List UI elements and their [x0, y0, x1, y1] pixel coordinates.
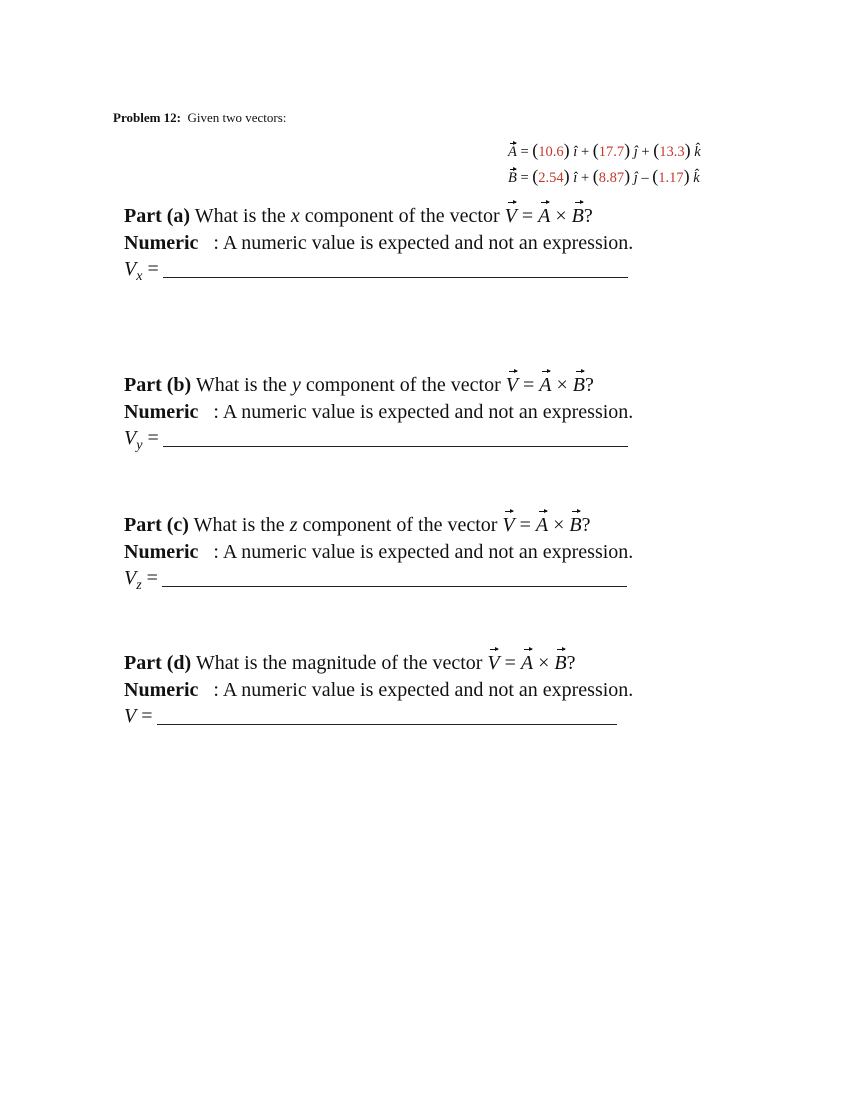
answer-subscript: y [136, 438, 143, 453]
question-mark: ? [581, 514, 591, 536]
vector-letter: A [520, 652, 534, 674]
paren: ) [684, 140, 691, 160]
numeric-note: : A numeric value is expected and not an expression. [213, 678, 634, 701]
unit-vector: k̂ [694, 144, 701, 160]
vector-arrow-icon [510, 143, 516, 144]
component-variable: z [289, 514, 298, 536]
numeric-label: Numeric [124, 231, 199, 254]
paren: ) [563, 140, 570, 160]
question-text: What is the magnitude of the vector [195, 652, 483, 674]
problem-label: Problem 12: [113, 110, 181, 125]
vector-letter: V [487, 652, 500, 674]
answer-variable: V [124, 567, 137, 589]
unit-vector: ĵ [633, 170, 638, 186]
question-text: What is the [195, 374, 287, 396]
vector-letter: A [538, 205, 551, 227]
equals: = [521, 205, 534, 227]
vector-arrow-icon [539, 511, 547, 512]
vector-arrow-icon [508, 202, 516, 203]
vector-symbol [508, 170, 517, 187]
question-text: component of the vector [302, 514, 498, 536]
answer-input[interactable] [162, 568, 627, 587]
vector-symbol [508, 144, 517, 161]
equals: = [522, 374, 535, 396]
numeric-line [124, 399, 633, 426]
vector-a-equation [508, 140, 701, 161]
vector-arrow-icon [541, 202, 549, 203]
part-label: Part (c) [124, 514, 189, 536]
vector-symbol [487, 650, 499, 677]
part-label: Part (d) [124, 652, 192, 674]
part-label: Part (a) [124, 205, 191, 227]
vector-symbol [573, 372, 585, 399]
part-b [124, 372, 633, 452]
vector-arrow-icon [509, 371, 517, 372]
vector-arrow-icon [572, 511, 580, 512]
paren: ( [653, 140, 660, 160]
cross-operator: × [555, 205, 567, 227]
paren: ) [683, 166, 690, 186]
problem-text: Given two vectors: [187, 110, 287, 125]
paren: ) [624, 140, 631, 160]
part-label: Part (b) [124, 374, 192, 396]
part-c [124, 512, 633, 592]
answer-subscript: x [136, 269, 143, 284]
vector-symbol [572, 203, 584, 230]
answer-input[interactable] [157, 706, 617, 725]
question-mark: ? [566, 652, 576, 674]
vector-arrow-icon [542, 371, 550, 372]
paren: ( [592, 166, 599, 186]
component-value: 1.17 [658, 170, 684, 186]
vector-symbol [536, 512, 548, 539]
vector-arrow-icon [576, 371, 584, 372]
operator: + [641, 144, 650, 160]
vector-letter: B [572, 374, 585, 396]
part-d [124, 650, 633, 730]
component-value: 8.87 [598, 170, 625, 186]
answer-variable: V [124, 258, 137, 280]
vector-letter: B [571, 205, 584, 227]
answer-input[interactable] [163, 259, 628, 278]
operator: = [520, 144, 529, 160]
part-a [124, 203, 633, 283]
question-mark: ? [584, 374, 594, 396]
question-text: What is the [194, 205, 286, 227]
paren: ) [563, 166, 570, 186]
vector-letter: V [504, 205, 517, 227]
operator: – [641, 170, 649, 186]
vector-symbol [539, 372, 551, 399]
vector-letter: B [569, 514, 582, 536]
answer-variable: V [124, 705, 137, 727]
equals: = [519, 514, 531, 536]
answer-line [124, 565, 633, 592]
vector-arrow-icon [557, 649, 565, 650]
vector-b-equation [508, 166, 700, 187]
unit-vector: k̂ [693, 170, 700, 186]
component-value: 10.6 [538, 144, 564, 160]
answer-line [124, 256, 633, 283]
vector-symbol [554, 650, 566, 677]
vector-arrow-icon [510, 169, 516, 170]
answer-line [124, 703, 633, 730]
vector-symbol [521, 650, 533, 677]
paren: ( [592, 140, 599, 160]
component-value: 13.3 [659, 144, 685, 160]
cross-operator: × [556, 374, 568, 396]
paren: ( [532, 140, 539, 160]
paren: ( [532, 166, 539, 186]
equals: = [147, 427, 159, 449]
vector-symbol [505, 203, 517, 230]
operator: + [580, 144, 590, 160]
cross-operator: × [553, 514, 565, 536]
vector-symbol [538, 203, 550, 230]
unit-vector: î [573, 144, 578, 160]
paren: ( [652, 166, 659, 186]
vector-letter: A [508, 144, 517, 160]
answer-line [124, 425, 633, 452]
numeric-line [124, 230, 633, 257]
question-line [124, 203, 633, 230]
question-text: What is the [193, 514, 285, 536]
problem-title [113, 110, 286, 126]
question-mark: ? [583, 205, 593, 227]
vector-letter: B [508, 170, 517, 186]
unit-vector: ĵ [633, 144, 638, 160]
equals: = [146, 567, 158, 589]
vector-symbol [502, 512, 514, 539]
numeric-label: Numeric [124, 540, 199, 563]
question-line [124, 512, 633, 539]
question-text: component of the vector [305, 374, 501, 396]
numeric-note: : A numeric value is expected and not an expression. [213, 400, 634, 423]
vector-letter: A [535, 514, 549, 536]
cross-operator: × [538, 652, 550, 674]
operator: + [580, 170, 590, 186]
question-text: component of the vector [304, 205, 500, 227]
numeric-line [124, 677, 633, 704]
equals: = [504, 652, 516, 674]
question-line [124, 650, 633, 677]
vector-arrow-icon [505, 511, 513, 512]
operator: = [520, 170, 529, 186]
answer-subscript: z [136, 578, 142, 593]
answer-variable: V [124, 427, 137, 449]
numeric-label: Numeric [124, 400, 199, 423]
numeric-note: : A numeric value is expected and not an expression. [213, 540, 634, 563]
question-line [124, 372, 633, 399]
vector-arrow-icon [490, 649, 498, 650]
component-variable: x [290, 205, 300, 227]
component-value: 2.54 [538, 170, 564, 186]
equals: = [141, 705, 153, 727]
vector-letter: V [502, 514, 515, 536]
equals: = [147, 258, 159, 280]
vector-symbol [569, 512, 581, 539]
component-value: 17.7 [598, 144, 625, 160]
numeric-line [124, 539, 633, 566]
vector-arrow-icon [524, 649, 532, 650]
numeric-label: Numeric [124, 678, 199, 701]
numeric-note: : A numeric value is expected and not an expression. [213, 231, 634, 254]
component-variable: y [291, 374, 301, 396]
vector-symbol [506, 372, 518, 399]
vector-letter: B [554, 652, 567, 674]
vector-arrow-icon [575, 202, 583, 203]
answer-input[interactable] [163, 428, 628, 447]
paren: ) [624, 166, 631, 186]
unit-vector: î [573, 170, 578, 186]
vector-letter: V [505, 374, 518, 396]
vector-letter: A [539, 374, 552, 396]
